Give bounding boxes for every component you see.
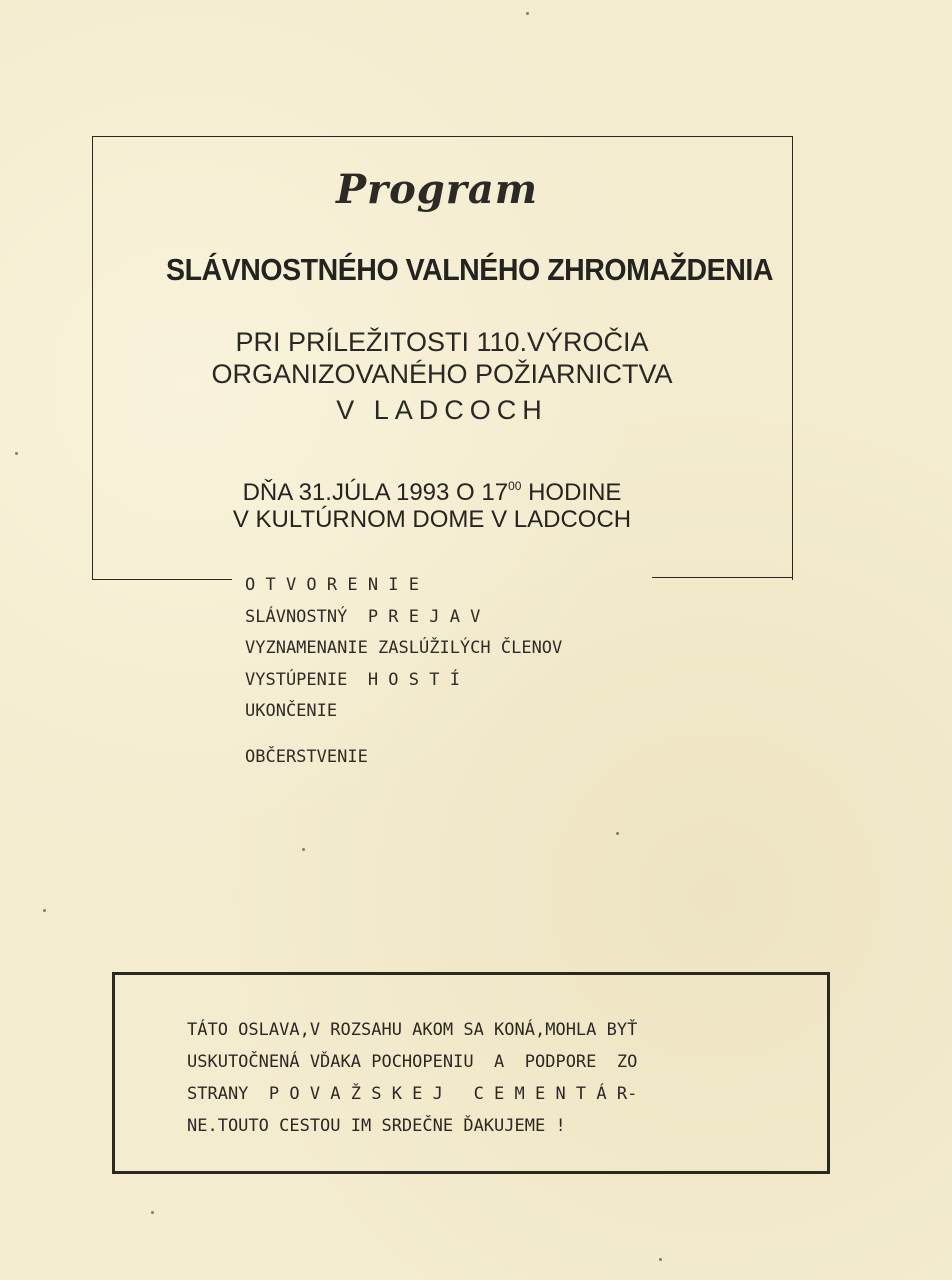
program-item-speech: SLÁVNOSTNÝ P R E J A V bbox=[245, 606, 481, 627]
thanks-text bbox=[187, 1014, 637, 1142]
date-line bbox=[132, 479, 732, 507]
refreshment-item: OBČERSTVENIE bbox=[245, 747, 368, 767]
main-title: SLÁVNOSTNÉHO VALNÉHO ZHROMAŽDENIA bbox=[166, 252, 773, 287]
paper-speck bbox=[15, 452, 18, 455]
paper-speck bbox=[151, 1211, 154, 1214]
paper-speck bbox=[616, 832, 619, 835]
occasion-line-3: V LADCOCH bbox=[336, 395, 548, 425]
script-title: Program bbox=[335, 166, 539, 213]
thanks-line: NE.TOUTO CESTOU IM SRDEČNE ĎAKUJEME ! bbox=[187, 1116, 566, 1136]
header-frame-bottom-right bbox=[652, 577, 793, 578]
paper-speck bbox=[302, 848, 305, 851]
program-item-awards: VYZNAMENANIE ZASLÚŽILÝCH ČLENOV bbox=[245, 638, 563, 658]
occasion-line-1: PRI PRÍLEŽITOSTI 110.VÝROČIA bbox=[235, 327, 649, 357]
paper-speck bbox=[659, 1258, 662, 1261]
thanks-line: STRANY P O V A Ž S K E J C E M E N T Á R- bbox=[187, 1084, 638, 1104]
program-item-closing: UKONČENIE bbox=[245, 701, 338, 721]
paper-speck bbox=[43, 909, 46, 912]
date-prefix: DŇA 31.JÚLA 1993 O 17 bbox=[242, 479, 509, 506]
venue-line: V KULTÚRNOM DOME V LADCOCH bbox=[232, 506, 632, 533]
program-item-opening: O T V O R E N I E bbox=[245, 575, 419, 595]
header-frame-bottom-left bbox=[92, 579, 232, 580]
occasion-line-2: ORGANIZOVANÉHO POŽIARNICTVA bbox=[211, 359, 673, 389]
time-superscript: 00 bbox=[508, 479, 522, 493]
program-item-guests: VYSTÚPENIE H O S T Í bbox=[245, 669, 460, 690]
paper-speck bbox=[526, 12, 529, 15]
thanks-line: USKUTOČNENÁ VĎAKA POCHOPENIU A PODPORE ZO bbox=[187, 1052, 638, 1072]
date-suffix: HODINE bbox=[521, 479, 622, 506]
thanks-line: TÁTO OSLAVA,V ROZSAHU AKOM SA KONÁ,MOHLA BYŤ bbox=[187, 1020, 638, 1040]
program-list bbox=[245, 570, 562, 728]
